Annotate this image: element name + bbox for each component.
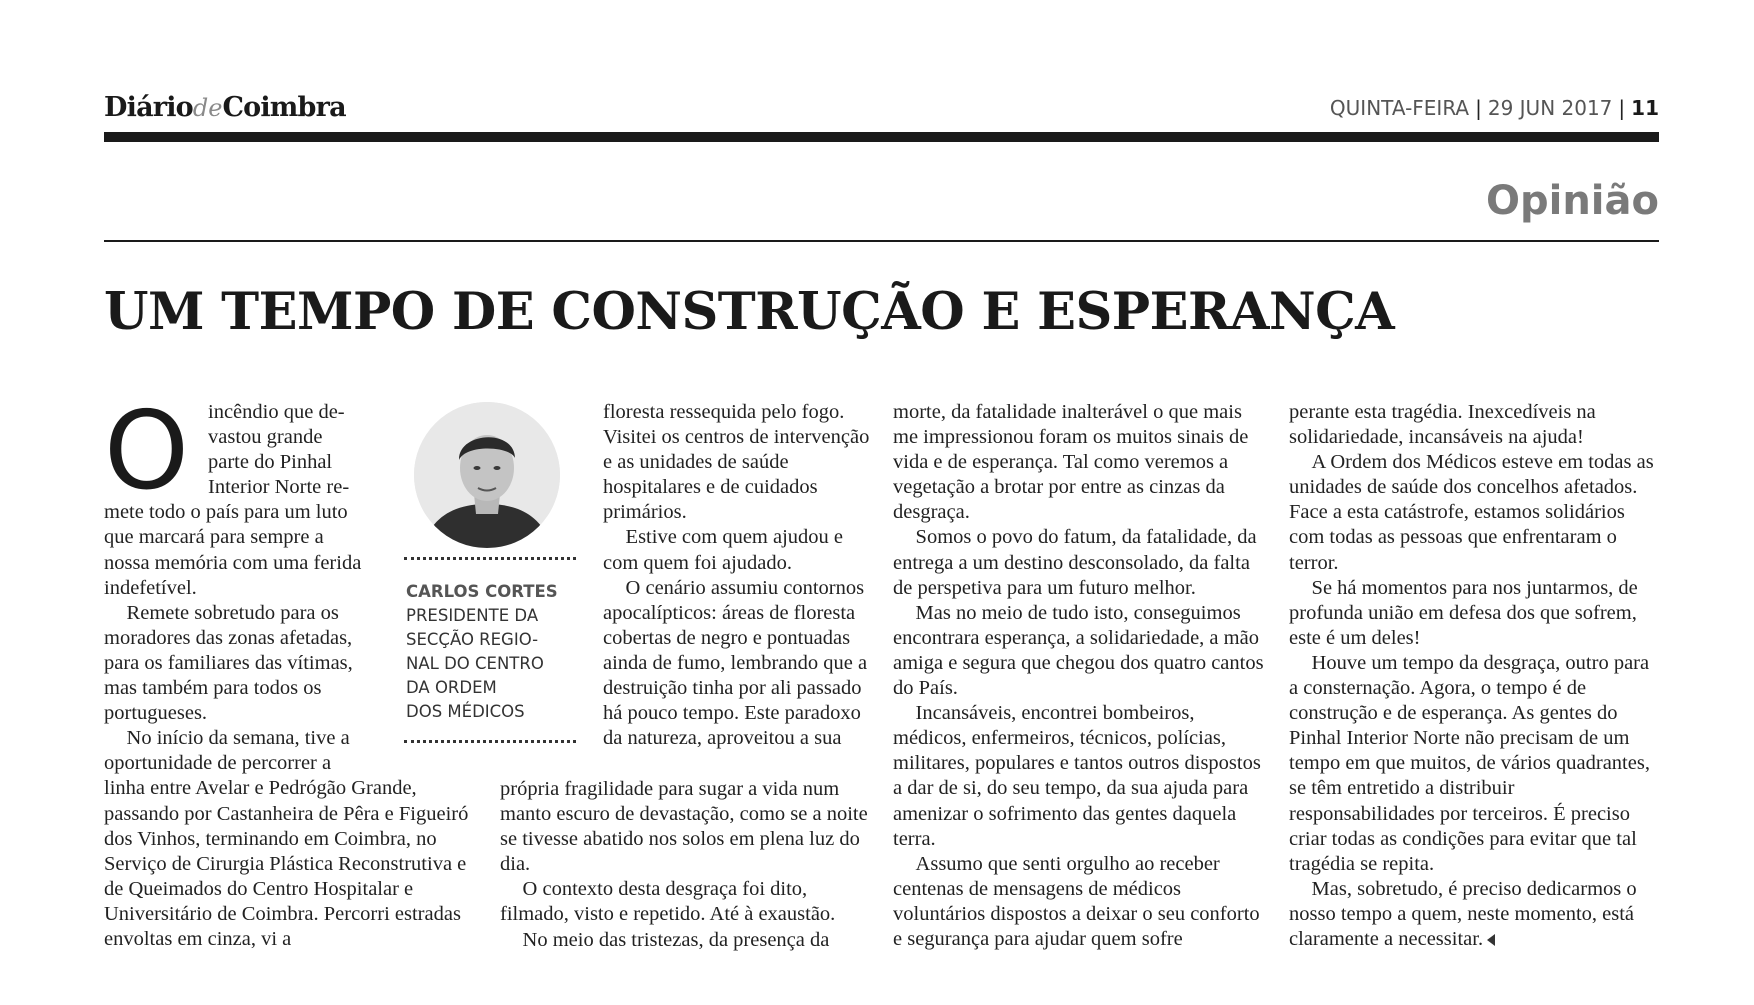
masthead-logo [104,92,346,123]
author-portrait [414,402,560,548]
paragraph: No meio das tristezas, da presença da [522,928,830,951]
header-rule [104,132,1659,142]
paragraph-line: parte do Pinhal [208,451,333,474]
article-column-3 [893,400,1267,952]
paragraph: Estive com quem ajudou e com quem foi ajudado. [603,526,844,574]
article-column-2-lower [500,777,879,953]
paragraph: Se há momentos para nos juntarmos, de profunda união em defesa dos que sofrem, este é um deles! [1289,576,1638,649]
page-number: 11 [1631,96,1659,120]
paragraph: Remete sobretudo para os moradores das zonas afetadas, para os familiares das vítimas, mas também para todos os portugueses. [104,601,353,725]
author-name: CARLOS CORTES [406,582,558,601]
paragraph-line: incêndio que de- [208,401,345,423]
article-headline: UM TEMPO DE CONSTRUÇÃO E ESPERANÇA [104,282,1395,342]
separator: | [1475,96,1482,120]
paragraph: O contexto desta desgraça foi dito, filmado, visto e repetido. Até à exaustão. [500,878,836,926]
portrait-illustration [414,402,560,548]
author-divider-top [404,557,576,560]
author-role-line: SECÇÃO REGIO- [406,630,539,649]
author-role-line: PRESIDENTE DA [406,606,539,625]
paragraph: mete todo o país para um luto que marcará para sempre a nossa memória com uma ferida indefetível. [104,501,362,599]
paragraph: floresta ressequida pelo fogo. Visitei os centros de intervenção e as unidades de saúde hospitalares e de cuidados primários. [603,401,870,524]
paragraph: Houve um tempo da desgraça, outro para a consternação. Agora, o tempo é de construção e de esperança. As gentes do Pinhal Interior Norte não precisam de um tempo em que muitos, de vários quadrantes, se têm entretido a distribuir responsabilidades por terceiros. É preciso criar todas as condições para evitar que tal tragédia se repita. [1289,651,1650,875]
masthead-word-de: de [192,94,223,122]
paragraph-line: Interior Norte re- [208,476,350,499]
author-role-line: DOS MÉDICOS [406,702,525,721]
section-rule [104,240,1659,242]
paragraph-line: vastou grande [208,426,323,449]
paragraph: morte, da fatalidade inalterável o que mais me impressionou foram os muitos sinais de vida e de esperança. Tal como veremos a vegetação a brotar por entre as cinzas da desgraça. [893,401,1249,524]
author-role-line: NAL DO CENTRO [406,654,544,673]
paragraph-text: Mas, sobretudo, é preciso dedicarmos o nosso tempo a quem, neste momento, está claramente a necessitar. [1289,877,1637,950]
author-divider-bottom [404,740,576,743]
paragraph: perante esta tragédia. Inexcedíveis na solidariedade, incansáveis na ajuda! [1289,401,1596,449]
issue-info [1330,96,1659,120]
paragraph: linha entre Avelar e Pedrógão Grande, passando por Castanheira de Pêra e Figueiró dos Vinhos, terminando em Coimbra, no Serviço de Cirurgia Plástica Reconstrutiva e de Queimados do Centro Hospitalar e Universitário de Coimbra. Percorri estradas envoltas em cinza, vi a [104,777,469,950]
paragraph-final [1289,877,1659,952]
paragraph: O cenário assumiu contornos apocalípticos: áreas de floresta cobertas de negro e pontuadas ainda de fumo, lembrando que a destruição tinha por ali passado há pouco tempo. Este paradoxo da natureza, aproveitou a sua [603,576,868,750]
author-role-line: DA ORDEM [406,678,497,697]
paragraph: Incansáveis, encontrei bombeiros, médicos, enfermeiros, técnicos, polícias, militares, populares e tantos outros dispostos a dar de si, do seu tempo, da sua ajuda para amenizar o sofrimento das gentes daquela terra. [893,702,1261,850]
drop-cap: O [104,389,190,514]
masthead-word-coimbra: Coimbra [222,92,346,123]
article-column-4 [1289,400,1659,952]
issue-date: 29 JUN 2017 [1487,96,1613,120]
author-byline [406,580,558,724]
weekday: QUINTA-FEIRA [1329,96,1470,120]
paragraph: A Ordem dos Médicos esteve em todas as unidades de saúde dos concelhos afetados. Face a esta catástrofe, estamos solidários com todas as pessoas que enfrentaram o terror. [1289,451,1654,574]
paragraph: própria fragilidade para sugar a vida num manto escuro de devastação, como se a noite se tivesse abatido nos solos em plena luz do dia. [500,778,868,876]
separator: | [1618,96,1626,120]
paragraph: Mas no meio de tudo isto, conseguimos encontrara esperança, a solidariedade, a mão amiga e segura que chegou dos quatro cantos do País. [893,601,1264,700]
paragraph: Assumo que senti orgulho ao receber centenas de mensagens de médicos voluntários dispostos a deixar o seu conforto e segurança para ajudar quem sofre [893,852,1260,950]
article-column-2 [603,400,879,751]
paragraph: No início da semana, tive a oportunidade de percorrer a [104,727,350,775]
masthead-word-diario: Diário [104,92,193,123]
end-of-article-icon [1487,934,1495,946]
section-title: Opinião [1485,178,1659,224]
paragraph: Somos o povo do fatum, da fatalidade, da entrega a um destino desconsolado, da falta de perspetiva para um futuro melhor. [893,526,1257,599]
